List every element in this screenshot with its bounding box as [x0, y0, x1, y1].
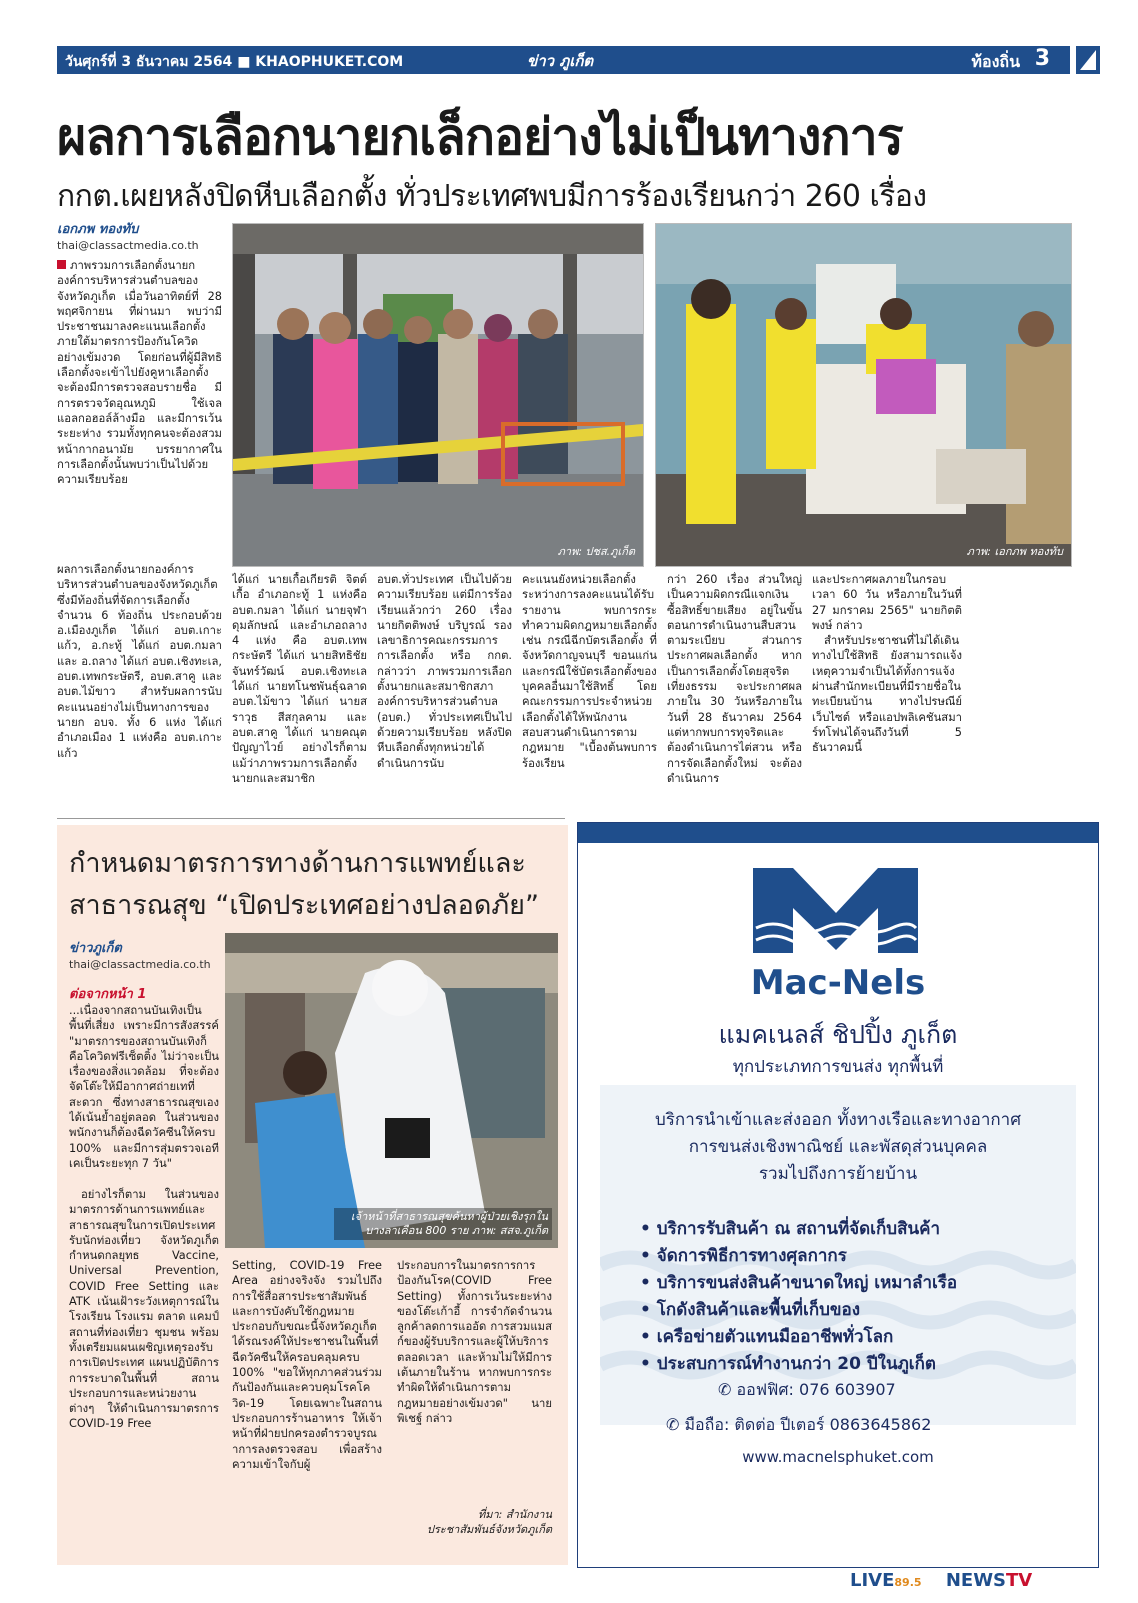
ad-bullet-text: บริการรับสินค้า ณ สถานที่จัดเก็บสินค้า	[656, 1219, 940, 1239]
macnels-logo-icon	[748, 858, 923, 958]
health-title	[69, 843, 559, 927]
article1-col1-top	[57, 258, 222, 558]
health-title-line1: กำหนดมาตรการทางด้านการแพทย์และ	[69, 848, 526, 879]
photo-voters-queue-image	[233, 224, 643, 566]
health-col1-bottom: อย่างไรก็ตาม ในส่วนของมาตรการด้านการแพทย์และสาธารณสุขในการเปิดประเทศรับนักท่องเที่ยว จังหวัดภูเก็ต กำหนดกลยุทธ Vaccine, Universal Prevention, COVID Free Setting และ ATK เน้นเฝ้าระวังเหตุการณ์ในโรงเรียน โรงแรม ตลาด แคมป์ สถานที่ท่องเที่ยว ชุมชน พร้อมทั้งเตรียมแผนเผชิญเหตุรองรับการเปิดประเทศ แผนปฏิบัติการการระบาดในพื้นที่ สถานประกอบการและหน่วยงานต่างๆ ให้ดำเนินการมาตรการ COVID-19 Free	[69, 1188, 219, 1431]
ad-website[interactable]: www.macnelsphuket.com	[742, 1448, 934, 1466]
header-date-site	[65, 51, 403, 73]
ad-bullet: • บริการรับสินค้า ณ สถานที่จัดเก็บสินค้า	[640, 1219, 940, 1239]
footer-news: NEWS	[945, 1570, 1007, 1591]
header-section: ท้องถิ่น	[971, 52, 1020, 71]
ad-bullet: • ประสบการณ์ทำงานกว่า 20 ปีในภูเก็ต	[640, 1354, 936, 1374]
article1-byline	[57, 218, 222, 252]
photo-vote-counting-image	[656, 224, 1071, 566]
article1-col4: คะแนนยังหน่วยเลือกตั้ง ระหว่างการลงคะแนนได้รับรายงาน พบการกระทำความผิดกฎหมายเลือกตั้ง เช่น กรณีฉีกบัตรเลือกตั้ง ที่จังหวัดกาญจนบุรี ขอนแก่น และกรณีใช้บัตรเลือกตั้งของบุคคลอื่นมาใช้สิทธิ์ โดยคณะกรรมการประจำหน่วยเลือกตั้งได้ให้พนักงานสอบสวนดำเนินการตามกฎหมาย "เบื้องต้นพบการร้องเรียน	[522, 573, 657, 770]
ad-bullet-list	[640, 1215, 1060, 1377]
ad-bullet-text: โกดังสินค้าและพื้นที่เก็บของ	[656, 1300, 861, 1320]
ad-office-phone[interactable]	[718, 1378, 896, 1403]
photo-vote-counting	[655, 223, 1072, 567]
ad-tagline: ทุกประเภทการขนส่ง ทุกพื้นที่	[732, 1057, 944, 1077]
headline: ผลการเลือกนายกเล็กอย่างไม่เป็นทางการ	[57, 108, 903, 166]
ad-name-th: แมคเนลส์ ชิปปิ้ง ภูเก็ต	[718, 1020, 958, 1049]
ad-mobile-phone[interactable]	[666, 1413, 931, 1438]
footer-live: LIVE	[850, 1570, 895, 1591]
article1-col6-a: และประกาศผลภายในกรอบเวลา 60 วัน หรือภายในวันที่ 27 มกราคม 2565" นายกิตติพงษ์ กล่าว	[812, 573, 962, 632]
health-byline-name: ข่าวภูเก็ต	[69, 941, 122, 956]
ad-top-band	[578, 823, 1098, 843]
ad-mobile-text: มือถือ: ติดต่อ ปีเตอร์ 0863645862	[684, 1415, 932, 1434]
ad-office-text: ออฟฟิศ: 076 603907	[736, 1380, 896, 1399]
health-byline	[69, 937, 219, 971]
ad-bullet-text: บริการขนส่งสินค้าขนาดใหญ่ เหมาลำเรือ	[656, 1273, 958, 1293]
header-site[interactable]: KHAOPHUKET.COM	[255, 54, 404, 70]
photo2-caption: ภาพ: เอกภพ ทองทับ	[966, 545, 1063, 558]
header-date: วันศุกร์ที่ 3 ธันวาคม 2564	[65, 54, 233, 70]
phone-icon: ✆	[718, 1380, 732, 1399]
ad-service-line2: การขนส่งเชิงพาณิชย์ และพัสดุส่วนบุคคล	[688, 1137, 988, 1157]
article1-byline-email: thai@classactmedia.co.th	[57, 239, 199, 252]
page-header-bar	[57, 46, 1070, 74]
article1-col1-bottom: ผลการเลือกตั้งนายกองค์การบริหารส่วนตำบลของจังหวัดภูเก็ต ซึ่งมีท้องถิ่นที่จัดการเลือกตั้งจำนวน 6 ท้องถิ่น ประกอบด้วย อ.เมืองภูเก็ต ได้แก่ อบต.เกาะแก้ว, อ.กะทู้ ได้แก่ อบต.กมลา และ อ.ถลาง ได้แก่ อบต.เชิงทะเล, อบต.เทพกระษัตรี, อบต.สาคู และ อบต.ไม้ขาว สำหรับผลการนับคะแนนอย่างไม่เป็นทางการของนายก อบจ. ทั้ง 6 แห่ง ได้แก่ อำเภอเมือง 1 แห่งคือ อบต.เกาะแก้ว	[57, 563, 222, 760]
article1-col3: อบต.ทั่วประเทศ เป็นไปด้วยความเรียบร้อย แต่มีการร้องเรียนแล้วกว่า 260 เรื่อง นายกิตติพงษ์ บริบูรณ์ รองเลขาธิการคณะกรรมการการเลือกตั้ง หรือ กกต. กล่าวว่า ภาพรวมการเลือกตั้งนายกและสมาชิกสภาองค์การบริหารส่วนตำบล (อบต.) ทั่วประเทศเป็นไปด้วยความเรียบร้อย หลังปิดหีบเลือกตั้งทุกหน่วยได้ดำเนินการนับ	[377, 573, 512, 770]
photo1-caption: ภาพ: ปชส.ภูเก็ต	[557, 545, 635, 558]
footer-tv: TV	[1006, 1570, 1033, 1591]
health-photo-caption-line2: บางลาเคือน 800 ราย ภาพ: สสจ.ภูเก็ต	[365, 1224, 548, 1237]
health-title-line2: สาธารณสุข “เปิดประเทศอย่างปลอดภัย”	[69, 890, 539, 921]
article1-col6	[812, 572, 962, 810]
health-photo-caption-line1: เจ้าหน้าที่สาธารณสุขค้นหาผู้ป่วยเชิงรุกใน	[350, 1210, 548, 1223]
ad-brand: Mac-Nels	[750, 963, 926, 1003]
article1-col6-b: สำหรับประชาชนที่ไม่ได้เดินทางไปใช้สิทธิ ยังสามารถแจ้งเหตุความจำเป็นได้ทั้งการแจ้งผ่านสำนักทะเบียนที่มีรายชื่อในทะเบียนบ้าน ทางไปรษณีย์ เว็บไซต์ หรือแอปพลิเคชันสมาร์ทโฟนได้จนถึงวันที่ 5 ธันวาคมนี้	[812, 634, 962, 755]
health-byline-email: thai@classactmedia.co.th	[69, 958, 211, 971]
ad-bullet: • โกดังสินค้าและพื้นที่เก็บของ	[640, 1300, 861, 1320]
article1-col1-top-text: ภาพรวมการเลือกตั้งนายกองค์การบริหารส่วนตำบลของจังหวัดภูเก็ต เมื่อวันอาทิตย์ที่ 28 พฤศจิกายน ที่ผ่านมา พบว่ามีประชาชนมาลงคะแนนเลือกตั้ง ภายใต้มาตรการป้องกันโควิดอย่างเข้มงวด โดยก่อนที่ผู้มีสิทธิเลือกตั้งจะเข้าไปยังคูหาเลือกตั้ง จะต้องมีการตรวจสอบรายชื่อ มีการตรวจวัดอุณหภูมิ ใช้เจลแอลกอฮอล์ล้างมือ และมีการเว้นระยะห่าง รวมทั้งทุกคนจะต้องสวมหน้ากากอนามัย บรรยากาศในการเลือกตั้งนั้นพบว่าเป็นไปด้วยความเรียบร้อย	[57, 259, 222, 487]
ad-bullet: • เครือข่ายตัวแทนมืออาชีพทั่วโลก	[640, 1327, 894, 1347]
health-col3: ประกอบการในมาตรการการป้องกันโรค(COVID Free Setting) ทั้งการเว้นระยะห่างของโต๊ะเก้าอี้ การจำกัดจำนวนลูกค้าลดการแออัด การสวมแมสก์ของผู้รับบริการและผู้ให้บริการตลอดเวลา และห้ามไม่ให้มีการเต้นภายในร้าน หากพบการกระทำผิดให้ดำเนินการตามกฎหมายอย่างเข้มงวด" นายพิเชฐ์ กล่าว	[397, 1259, 552, 1425]
photo-voters-queue	[232, 223, 644, 567]
article1-byline-name: เอกภพ ทองทับ	[57, 222, 139, 237]
health-credit-line1: ที่มา: สำนักงาน	[477, 1508, 552, 1521]
ad-bullet: • จัดการพิธีการทางศุลกากร	[640, 1246, 847, 1266]
article1-col2: ได้แก่ นายเกื้อเกียรติ จิตต์เกื้อ อำเภอกะทู้ 1 แห่งคือ อบต.กมลา ได้แก่ นายจุฬา ดุมลักษณ์ และอำเภอถลาง 4 แห่ง คือ อบต.เทพกระษัตรี ได้แก่ นายสิทธิชัย จันทร์วัฒน์ อบต.เชิงทะเล ได้แก่ นายทโนชพันธุ์ฉลาดอบต.ไม้ขาว ได้แก่ นายสราวุธ สีสกุลคาม และอบต.สาคู ได้แก่ นายคณุต ปัญญาไวย์ อย่างไรก็ตาม แม้ว่าภาพรวมการเลือกตั้งนายกและสมาชิก	[232, 573, 367, 785]
ad-bullet: • บริการขนส่งสินค้าขนาดใหญ่ เหมาลำเรือ	[640, 1273, 958, 1293]
ad-bullet-text: เครือข่ายตัวแทนมืออาชีพทั่วโลก	[656, 1327, 894, 1347]
ad-service-line1: บริการนำเข้าและส่งออก ทั้งทางเรือและทางอากาศ	[655, 1110, 1021, 1130]
health-col2: Setting, COVID-19 Free Area อย่างจริงจัง รวมไปถึงการใช้สื่อสารประชาสัมพันธ์และการบังคับใช้กฎหมาย ประกอบกับขณะนี้จังหวัดภูเก็ตได้รณรงค์ให้ประชาชนในพื้นที่ฉีดวัคซีนให้ครอบคลุมครบ 100% "ขอให้ทุกภาคส่วนร่วมกันป้องกันและควบคุมโรคโควิด-19 โดยเฉพาะในสถานประกอบการร้านอาหาร ให้เจ้าหน้าที่ฝ่ายปกครองตำรวจบูรณาการลงตรวจสอบ เพื่อสร้างความเข้าใจกับผู้	[232, 1259, 382, 1471]
header-square-icon: ■	[237, 54, 251, 70]
corner-triangle-icon	[1076, 46, 1100, 74]
health-photo-caption	[334, 1208, 552, 1240]
health-col1-top: ...เนื่องจากสถานบันเทิงเป็นพื้นที่เสี่ยง เพราะมีการสังสรรค์ "มาตรการของสถานบันเทิงก็คือโควิดฟรีเซ็ตติ้ง ไม่ว่าจะเป็นเรื่องของสิ่งแวดล้อม ที่จะต้องจัดโต๊ะให้มีอากาศถ่ายเทที่สะดวก ซึ่งทางสาธารณสุขเองได้เน้นย้ำอยู่ตลอด ในส่วนของพนักงานก็ต้องฉีดวัคซีนให้ครบ 100% และมีการสุ่มตรวจเอทีเคเป็นระยะทุก 7 วัน"	[69, 1004, 219, 1170]
ad-bullet-text: จัดการพิธีการทางศุลกากร	[656, 1246, 847, 1266]
phone-icon: ✆	[666, 1415, 680, 1434]
section-divider	[57, 818, 565, 819]
footer-live-freq: 89.5	[894, 1576, 922, 1589]
article1-col5: กว่า 260 เรื่อง ส่วนใหญ่เป็นความผิดกรณีแจกเงิน ซื้อสิทธิ์ขายเสียง อยู่ในขั้นตอนการดำเนินงานสืบสวนตามระเบียบ ส่วนการประกาศผลเลือกตั้ง หากเป็นการเลือกตั้งโดยสุจริตเที่ยงธรรม จะประกาศผลภายใน 30 วันหรือภายในวันที่ 28 ธันวาคม 2564 แต่หากพบการทุจริตและต้องดำเนินการไต่สวน หรือการจัดเลือกตั้งใหม่ จะต้องดำเนินการ	[667, 573, 802, 785]
photo-health-swab	[225, 933, 558, 1248]
page-number: 3	[1034, 46, 1050, 71]
health-credit	[397, 1507, 552, 1537]
ad-bullet-text: ประสบการณ์ทำงานกว่า 20 ปีในภูเก็ต	[656, 1354, 936, 1374]
header-logo: ข่าว ภูเก็ต	[527, 52, 594, 70]
health-article-box	[57, 825, 568, 1565]
footer-logos	[850, 1570, 1032, 1591]
photo-health-swab-image	[225, 933, 558, 1248]
health-credit-line2: ประชาสัมพันธ์จังหวัดภูเก็ต	[426, 1523, 552, 1536]
subheadline: กกต.เผยหลังปิดหีบเลือกตั้ง ทั่วประเทศพบมีการร้องเรียนกว่า 260 เรื่อง	[57, 179, 927, 214]
health-continued	[69, 983, 219, 1004]
ad-service-line3: รวมไปถึงการย้ายบ้าน	[758, 1164, 918, 1184]
macnels-advertisement[interactable]	[577, 822, 1099, 1568]
health-continued-label[interactable]: ต่อจากหน้า 1	[69, 987, 147, 1002]
red-square-icon	[57, 260, 66, 269]
